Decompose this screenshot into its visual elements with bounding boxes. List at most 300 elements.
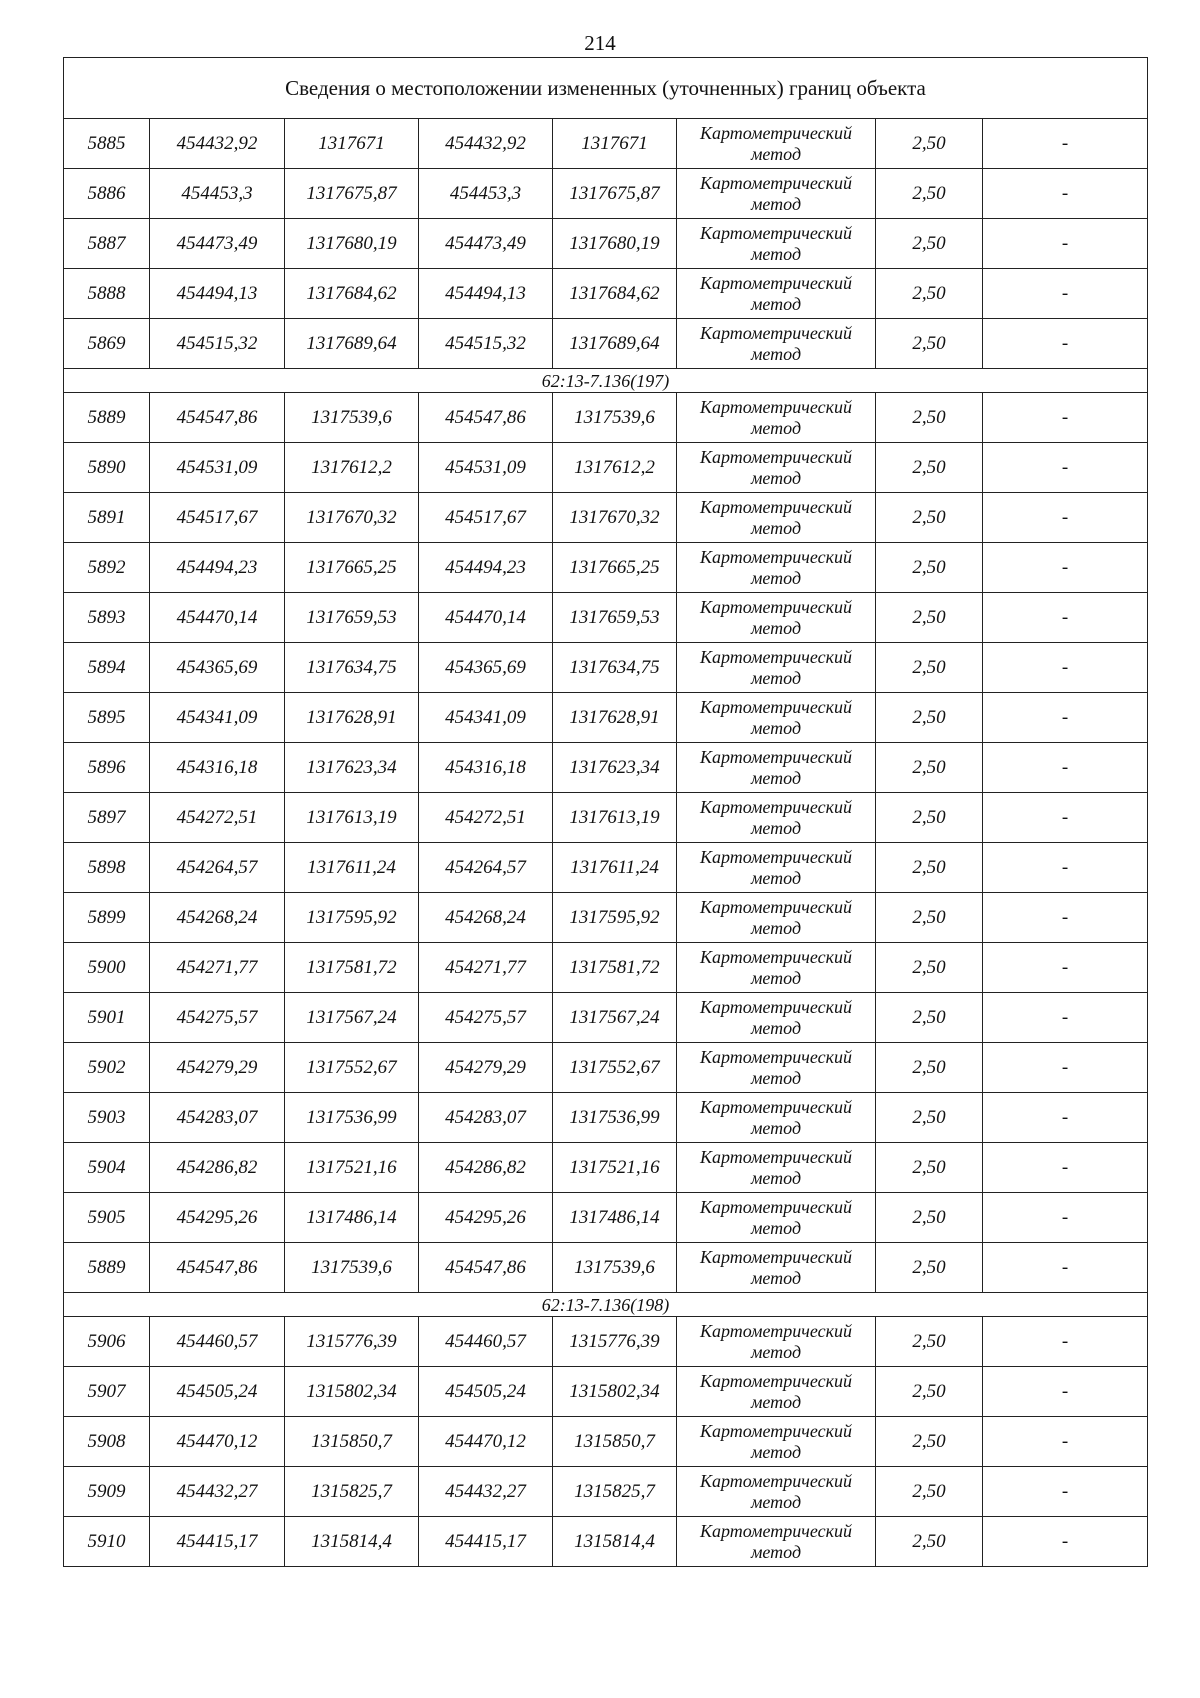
- method-cell: [677, 893, 876, 943]
- method-line-2: метод: [750, 767, 802, 788]
- note-cell: -: [983, 1317, 1148, 1367]
- table-title-row: [64, 58, 1148, 119]
- table-row: [64, 1367, 1148, 1417]
- x-existing-cell: 454264,57: [150, 843, 285, 893]
- point-number-cell: 5893: [64, 593, 150, 643]
- y-existing-cell: 1317671: [285, 119, 419, 169]
- table-row: [64, 693, 1148, 743]
- method-line-1: Картометрический: [699, 172, 852, 193]
- boundary-coordinates-table: [63, 57, 1148, 1567]
- accuracy-cell: 2,50: [876, 319, 983, 369]
- method-line-2: метод: [750, 417, 802, 438]
- table-row: [64, 1043, 1148, 1093]
- x-existing-cell: 454272,51: [150, 793, 285, 843]
- accuracy-cell: 2,50: [876, 943, 983, 993]
- method-line-2: метод: [750, 1117, 802, 1138]
- table-row: [64, 169, 1148, 219]
- accuracy-cell: 2,50: [876, 893, 983, 943]
- accuracy-cell: 2,50: [876, 269, 983, 319]
- y-existing-cell: 1317623,34: [285, 743, 419, 793]
- accuracy-cell: 2,50: [876, 219, 983, 269]
- method-cell: [677, 269, 876, 319]
- table-row: [64, 219, 1148, 269]
- x-new-cell: 454271,77: [419, 943, 553, 993]
- accuracy-cell: 2,50: [876, 169, 983, 219]
- y-new-cell: 1317613,19: [553, 793, 677, 843]
- x-new-cell: 454515,32: [419, 319, 553, 369]
- table-title: Сведения о местоположении измененных (уточненных) границ объекта: [64, 58, 1148, 119]
- y-new-cell: 1317595,92: [553, 893, 677, 943]
- note-cell: -: [983, 1243, 1148, 1293]
- x-existing-cell: 454531,09: [150, 443, 285, 493]
- note-cell: -: [983, 493, 1148, 543]
- x-existing-cell: 454275,57: [150, 993, 285, 1043]
- method-line-1: Картометрический: [699, 1320, 852, 1341]
- note-cell: -: [983, 169, 1148, 219]
- table-row: [64, 1093, 1148, 1143]
- point-number-cell: 5907: [64, 1367, 150, 1417]
- point-number-cell: 5898: [64, 843, 150, 893]
- x-existing-cell: 454415,17: [150, 1517, 285, 1567]
- accuracy-cell: 2,50: [876, 643, 983, 693]
- y-new-cell: 1317623,34: [553, 743, 677, 793]
- x-new-cell: 454505,24: [419, 1367, 553, 1417]
- note-cell: -: [983, 1517, 1148, 1567]
- y-new-cell: 1317611,24: [553, 843, 677, 893]
- method-line-2: метод: [750, 343, 802, 364]
- note-cell: -: [983, 643, 1148, 693]
- method-cell: [677, 1243, 876, 1293]
- x-new-cell: 454286,82: [419, 1143, 553, 1193]
- x-existing-cell: 454547,86: [150, 1243, 285, 1293]
- y-existing-cell: 1317486,14: [285, 1193, 419, 1243]
- x-new-cell: 454268,24: [419, 893, 553, 943]
- y-existing-cell: 1317581,72: [285, 943, 419, 993]
- y-new-cell: 1317612,2: [553, 443, 677, 493]
- y-existing-cell: 1317684,62: [285, 269, 419, 319]
- table-row: [64, 319, 1148, 369]
- y-new-cell: 1317671: [553, 119, 677, 169]
- point-number-cell: 5887: [64, 219, 150, 269]
- point-number-cell: 5889: [64, 393, 150, 443]
- y-new-cell: 1317670,32: [553, 493, 677, 543]
- accuracy-cell: 2,50: [876, 1517, 983, 1567]
- x-new-cell: 454272,51: [419, 793, 553, 843]
- note-cell: -: [983, 893, 1148, 943]
- accuracy-cell: 2,50: [876, 1043, 983, 1093]
- point-number-cell: 5910: [64, 1517, 150, 1567]
- method-line-1: Картометрический: [699, 1420, 852, 1441]
- y-existing-cell: 1317659,53: [285, 593, 419, 643]
- method-cell: [677, 443, 876, 493]
- method-cell: [677, 743, 876, 793]
- accuracy-cell: 2,50: [876, 593, 983, 643]
- section-row: [64, 369, 1148, 393]
- method-cell: [677, 693, 876, 743]
- method-line-1: Картометрический: [699, 646, 852, 667]
- method-line-1: Картометрический: [699, 1196, 852, 1217]
- x-new-cell: 454316,18: [419, 743, 553, 793]
- x-new-cell: 454453,3: [419, 169, 553, 219]
- method-cell: [677, 993, 876, 1043]
- x-new-cell: 454275,57: [419, 993, 553, 1043]
- note-cell: -: [983, 269, 1148, 319]
- table-row: [64, 843, 1148, 893]
- x-existing-cell: 454271,77: [150, 943, 285, 993]
- method-cell: [677, 943, 876, 993]
- point-number-cell: 5906: [64, 1317, 150, 1367]
- x-existing-cell: 454268,24: [150, 893, 285, 943]
- accuracy-cell: 2,50: [876, 1417, 983, 1467]
- x-new-cell: 454432,27: [419, 1467, 553, 1517]
- x-existing-cell: 454432,92: [150, 119, 285, 169]
- x-existing-cell: 454460,57: [150, 1317, 285, 1367]
- method-line-1: Картометрический: [699, 496, 852, 517]
- y-existing-cell: 1317628,91: [285, 693, 419, 743]
- y-new-cell: 1315850,7: [553, 1417, 677, 1467]
- accuracy-cell: 2,50: [876, 1317, 983, 1367]
- point-number-cell: 5894: [64, 643, 150, 693]
- accuracy-cell: 2,50: [876, 843, 983, 893]
- note-cell: -: [983, 1043, 1148, 1093]
- method-line-1: Картометрический: [699, 746, 852, 767]
- note-cell: -: [983, 843, 1148, 893]
- y-new-cell: 1317680,19: [553, 219, 677, 269]
- y-existing-cell: 1315825,7: [285, 1467, 419, 1517]
- method-line-2: метод: [750, 143, 802, 164]
- table-row: [64, 1243, 1148, 1293]
- point-number-cell: 5897: [64, 793, 150, 843]
- point-number-cell: 5901: [64, 993, 150, 1043]
- table-row: [64, 393, 1148, 443]
- x-new-cell: 454470,14: [419, 593, 553, 643]
- point-number-cell: 5892: [64, 543, 150, 593]
- point-number-cell: 5888: [64, 269, 150, 319]
- method-cell: [677, 593, 876, 643]
- method-cell: [677, 793, 876, 843]
- method-line-1: Картометрический: [699, 272, 852, 293]
- point-number-cell: 5908: [64, 1417, 150, 1467]
- method-cell: [677, 393, 876, 443]
- point-number-cell: 5902: [64, 1043, 150, 1093]
- point-number-cell: 5904: [64, 1143, 150, 1193]
- y-new-cell: 1317536,99: [553, 1093, 677, 1143]
- method-line-2: метод: [750, 1441, 802, 1462]
- note-cell: -: [983, 993, 1148, 1043]
- y-existing-cell: 1315850,7: [285, 1417, 419, 1467]
- x-existing-cell: 454341,09: [150, 693, 285, 743]
- method-line-1: Картометрический: [699, 946, 852, 967]
- accuracy-cell: 2,50: [876, 443, 983, 493]
- method-line-1: Картометрический: [699, 446, 852, 467]
- method-cell: [677, 1467, 876, 1517]
- note-cell: -: [983, 219, 1148, 269]
- note-cell: -: [983, 543, 1148, 593]
- method-line-1: Картометрический: [699, 696, 852, 717]
- x-existing-cell: 454453,3: [150, 169, 285, 219]
- y-new-cell: 1317659,53: [553, 593, 677, 643]
- method-line-2: метод: [750, 1267, 802, 1288]
- y-new-cell: 1317567,24: [553, 993, 677, 1043]
- method-line-2: метод: [750, 1541, 802, 1562]
- accuracy-cell: 2,50: [876, 1143, 983, 1193]
- point-number-cell: 5899: [64, 893, 150, 943]
- table-row: [64, 1193, 1148, 1243]
- y-existing-cell: 1317567,24: [285, 993, 419, 1043]
- y-existing-cell: 1317611,24: [285, 843, 419, 893]
- method-line-1: Картометрический: [699, 1246, 852, 1267]
- method-line-2: метод: [750, 1167, 802, 1188]
- note-cell: -: [983, 1193, 1148, 1243]
- method-line-1: Картометрический: [699, 996, 852, 1017]
- y-new-cell: 1315825,7: [553, 1467, 677, 1517]
- y-existing-cell: 1317612,2: [285, 443, 419, 493]
- y-new-cell: 1317521,16: [553, 1143, 677, 1193]
- point-number-cell: 5896: [64, 743, 150, 793]
- method-line-2: метод: [750, 1341, 802, 1362]
- method-line-1: Картометрический: [699, 1096, 852, 1117]
- note-cell: -: [983, 119, 1148, 169]
- y-existing-cell: 1315802,34: [285, 1367, 419, 1417]
- x-new-cell: 454517,67: [419, 493, 553, 543]
- method-line-2: метод: [750, 967, 802, 988]
- y-existing-cell: 1317634,75: [285, 643, 419, 693]
- x-existing-cell: 454473,49: [150, 219, 285, 269]
- x-new-cell: 454460,57: [419, 1317, 553, 1367]
- method-line-2: метод: [750, 667, 802, 688]
- method-line-2: метод: [750, 1491, 802, 1512]
- table-row: [64, 643, 1148, 693]
- method-cell: [677, 119, 876, 169]
- note-cell: -: [983, 1143, 1148, 1193]
- x-new-cell: 454432,92: [419, 119, 553, 169]
- y-new-cell: 1317581,72: [553, 943, 677, 993]
- table-row: [64, 493, 1148, 543]
- y-new-cell: 1317552,67: [553, 1043, 677, 1093]
- method-line-1: Картометрический: [699, 846, 852, 867]
- method-line-1: Картометрический: [699, 322, 852, 343]
- table-row: [64, 593, 1148, 643]
- note-cell: -: [983, 1417, 1148, 1467]
- y-existing-cell: 1317665,25: [285, 543, 419, 593]
- x-existing-cell: 454432,27: [150, 1467, 285, 1517]
- table-row: [64, 1467, 1148, 1517]
- y-existing-cell: 1317521,16: [285, 1143, 419, 1193]
- point-number-cell: 5900: [64, 943, 150, 993]
- method-cell: [677, 1093, 876, 1143]
- y-existing-cell: 1317539,6: [285, 1243, 419, 1293]
- x-new-cell: 454415,17: [419, 1517, 553, 1567]
- x-new-cell: 454283,07: [419, 1093, 553, 1143]
- point-number-cell: 5903: [64, 1093, 150, 1143]
- y-new-cell: 1317628,91: [553, 693, 677, 743]
- x-existing-cell: 454547,86: [150, 393, 285, 443]
- table-row: [64, 943, 1148, 993]
- method-line-1: Картометрический: [699, 1520, 852, 1541]
- method-cell: [677, 1043, 876, 1093]
- section-label: 62:13-7.136(198): [64, 1293, 1148, 1317]
- point-number-cell: 5889: [64, 1243, 150, 1293]
- point-number-cell: 5891: [64, 493, 150, 543]
- table-row: [64, 119, 1148, 169]
- y-new-cell: 1317689,64: [553, 319, 677, 369]
- table-row: [64, 993, 1148, 1043]
- x-new-cell: 454341,09: [419, 693, 553, 743]
- y-existing-cell: 1315776,39: [285, 1317, 419, 1367]
- x-existing-cell: 454365,69: [150, 643, 285, 693]
- point-number-cell: 5885: [64, 119, 150, 169]
- x-new-cell: 454547,86: [419, 1243, 553, 1293]
- method-cell: [677, 319, 876, 369]
- table-row: [64, 1417, 1148, 1467]
- y-new-cell: 1317634,75: [553, 643, 677, 693]
- method-line-1: Картометрический: [699, 546, 852, 567]
- method-cell: [677, 643, 876, 693]
- method-line-1: Картометрический: [699, 896, 852, 917]
- accuracy-cell: 2,50: [876, 1193, 983, 1243]
- x-new-cell: 454264,57: [419, 843, 553, 893]
- y-new-cell: 1317675,87: [553, 169, 677, 219]
- y-new-cell: 1317684,62: [553, 269, 677, 319]
- point-number-cell: 5869: [64, 319, 150, 369]
- note-cell: -: [983, 593, 1148, 643]
- x-new-cell: 454365,69: [419, 643, 553, 693]
- x-new-cell: 454470,12: [419, 1417, 553, 1467]
- x-existing-cell: 454515,32: [150, 319, 285, 369]
- table-row: [64, 1517, 1148, 1567]
- y-new-cell: 1315776,39: [553, 1317, 677, 1367]
- table-row: [64, 269, 1148, 319]
- accuracy-cell: 2,50: [876, 1367, 983, 1417]
- note-cell: -: [983, 393, 1148, 443]
- x-existing-cell: 454283,07: [150, 1093, 285, 1143]
- point-number-cell: 5895: [64, 693, 150, 743]
- method-line-1: Картометрический: [699, 796, 852, 817]
- y-existing-cell: 1317670,32: [285, 493, 419, 543]
- table-row: [64, 743, 1148, 793]
- method-line-1: Картометрический: [699, 1146, 852, 1167]
- y-existing-cell: 1317595,92: [285, 893, 419, 943]
- y-new-cell: 1315814,4: [553, 1517, 677, 1567]
- y-existing-cell: 1317689,64: [285, 319, 419, 369]
- x-existing-cell: 454286,82: [150, 1143, 285, 1193]
- accuracy-cell: 2,50: [876, 119, 983, 169]
- x-new-cell: 454547,86: [419, 393, 553, 443]
- y-new-cell: 1317539,6: [553, 1243, 677, 1293]
- accuracy-cell: 2,50: [876, 1243, 983, 1293]
- method-line-1: Картометрический: [699, 1470, 852, 1491]
- method-line-2: метод: [750, 1017, 802, 1038]
- accuracy-cell: 2,50: [876, 493, 983, 543]
- x-new-cell: 454531,09: [419, 443, 553, 493]
- point-number-cell: 5909: [64, 1467, 150, 1517]
- section-row: [64, 1293, 1148, 1317]
- x-existing-cell: 454505,24: [150, 1367, 285, 1417]
- y-existing-cell: 1317613,19: [285, 793, 419, 843]
- accuracy-cell: 2,50: [876, 743, 983, 793]
- table-row: [64, 1143, 1148, 1193]
- note-cell: -: [983, 1093, 1148, 1143]
- method-line-2: метод: [750, 1217, 802, 1238]
- method-line-1: Картометрический: [699, 1046, 852, 1067]
- method-cell: [677, 169, 876, 219]
- method-line-2: метод: [750, 567, 802, 588]
- x-existing-cell: 454295,26: [150, 1193, 285, 1243]
- note-cell: -: [983, 693, 1148, 743]
- method-cell: [677, 219, 876, 269]
- y-existing-cell: 1317536,99: [285, 1093, 419, 1143]
- method-line-1: Картометрический: [699, 396, 852, 417]
- table-row: [64, 443, 1148, 493]
- y-new-cell: 1315802,34: [553, 1367, 677, 1417]
- x-existing-cell: 454279,29: [150, 1043, 285, 1093]
- x-existing-cell: 454470,14: [150, 593, 285, 643]
- y-existing-cell: 1317552,67: [285, 1043, 419, 1093]
- x-new-cell: 454295,26: [419, 1193, 553, 1243]
- table-row: [64, 893, 1148, 943]
- method-line-2: метод: [750, 817, 802, 838]
- x-existing-cell: 454470,12: [150, 1417, 285, 1467]
- point-number-cell: 5886: [64, 169, 150, 219]
- y-existing-cell: 1315814,4: [285, 1517, 419, 1567]
- accuracy-cell: 2,50: [876, 693, 983, 743]
- x-existing-cell: 454494,23: [150, 543, 285, 593]
- x-existing-cell: 454494,13: [150, 269, 285, 319]
- method-line-2: метод: [750, 617, 802, 638]
- note-cell: -: [983, 319, 1148, 369]
- method-line-2: метод: [750, 1391, 802, 1412]
- table-row: [64, 1317, 1148, 1367]
- note-cell: -: [983, 1467, 1148, 1517]
- method-cell: [677, 1367, 876, 1417]
- accuracy-cell: 2,50: [876, 393, 983, 443]
- method-line-2: метод: [750, 517, 802, 538]
- method-line-2: метод: [750, 293, 802, 314]
- method-line-2: метод: [750, 193, 802, 214]
- x-new-cell: 454473,49: [419, 219, 553, 269]
- note-cell: -: [983, 943, 1148, 993]
- y-existing-cell: 1317539,6: [285, 393, 419, 443]
- table-row: [64, 543, 1148, 593]
- method-cell: [677, 1143, 876, 1193]
- y-new-cell: 1317486,14: [553, 1193, 677, 1243]
- method-line-2: метод: [750, 243, 802, 264]
- x-new-cell: 454279,29: [419, 1043, 553, 1093]
- y-new-cell: 1317665,25: [553, 543, 677, 593]
- note-cell: -: [983, 743, 1148, 793]
- point-number-cell: 5890: [64, 443, 150, 493]
- point-number-cell: 5905: [64, 1193, 150, 1243]
- method-line-1: Картометрический: [699, 122, 852, 143]
- note-cell: -: [983, 1367, 1148, 1417]
- page-number: 214: [584, 31, 616, 55]
- method-line-1: Картометрический: [699, 222, 852, 243]
- note-cell: -: [983, 793, 1148, 843]
- method-cell: [677, 1517, 876, 1567]
- method-line-2: метод: [750, 717, 802, 738]
- table-row: [64, 793, 1148, 843]
- note-cell: -: [983, 443, 1148, 493]
- section-label: 62:13-7.136(197): [64, 369, 1148, 393]
- method-line-1: Картометрический: [699, 596, 852, 617]
- accuracy-cell: 2,50: [876, 1093, 983, 1143]
- method-cell: [677, 543, 876, 593]
- method-line-2: метод: [750, 867, 802, 888]
- x-existing-cell: 454517,67: [150, 493, 285, 543]
- accuracy-cell: 2,50: [876, 793, 983, 843]
- x-new-cell: 454494,13: [419, 269, 553, 319]
- x-new-cell: 454494,23: [419, 543, 553, 593]
